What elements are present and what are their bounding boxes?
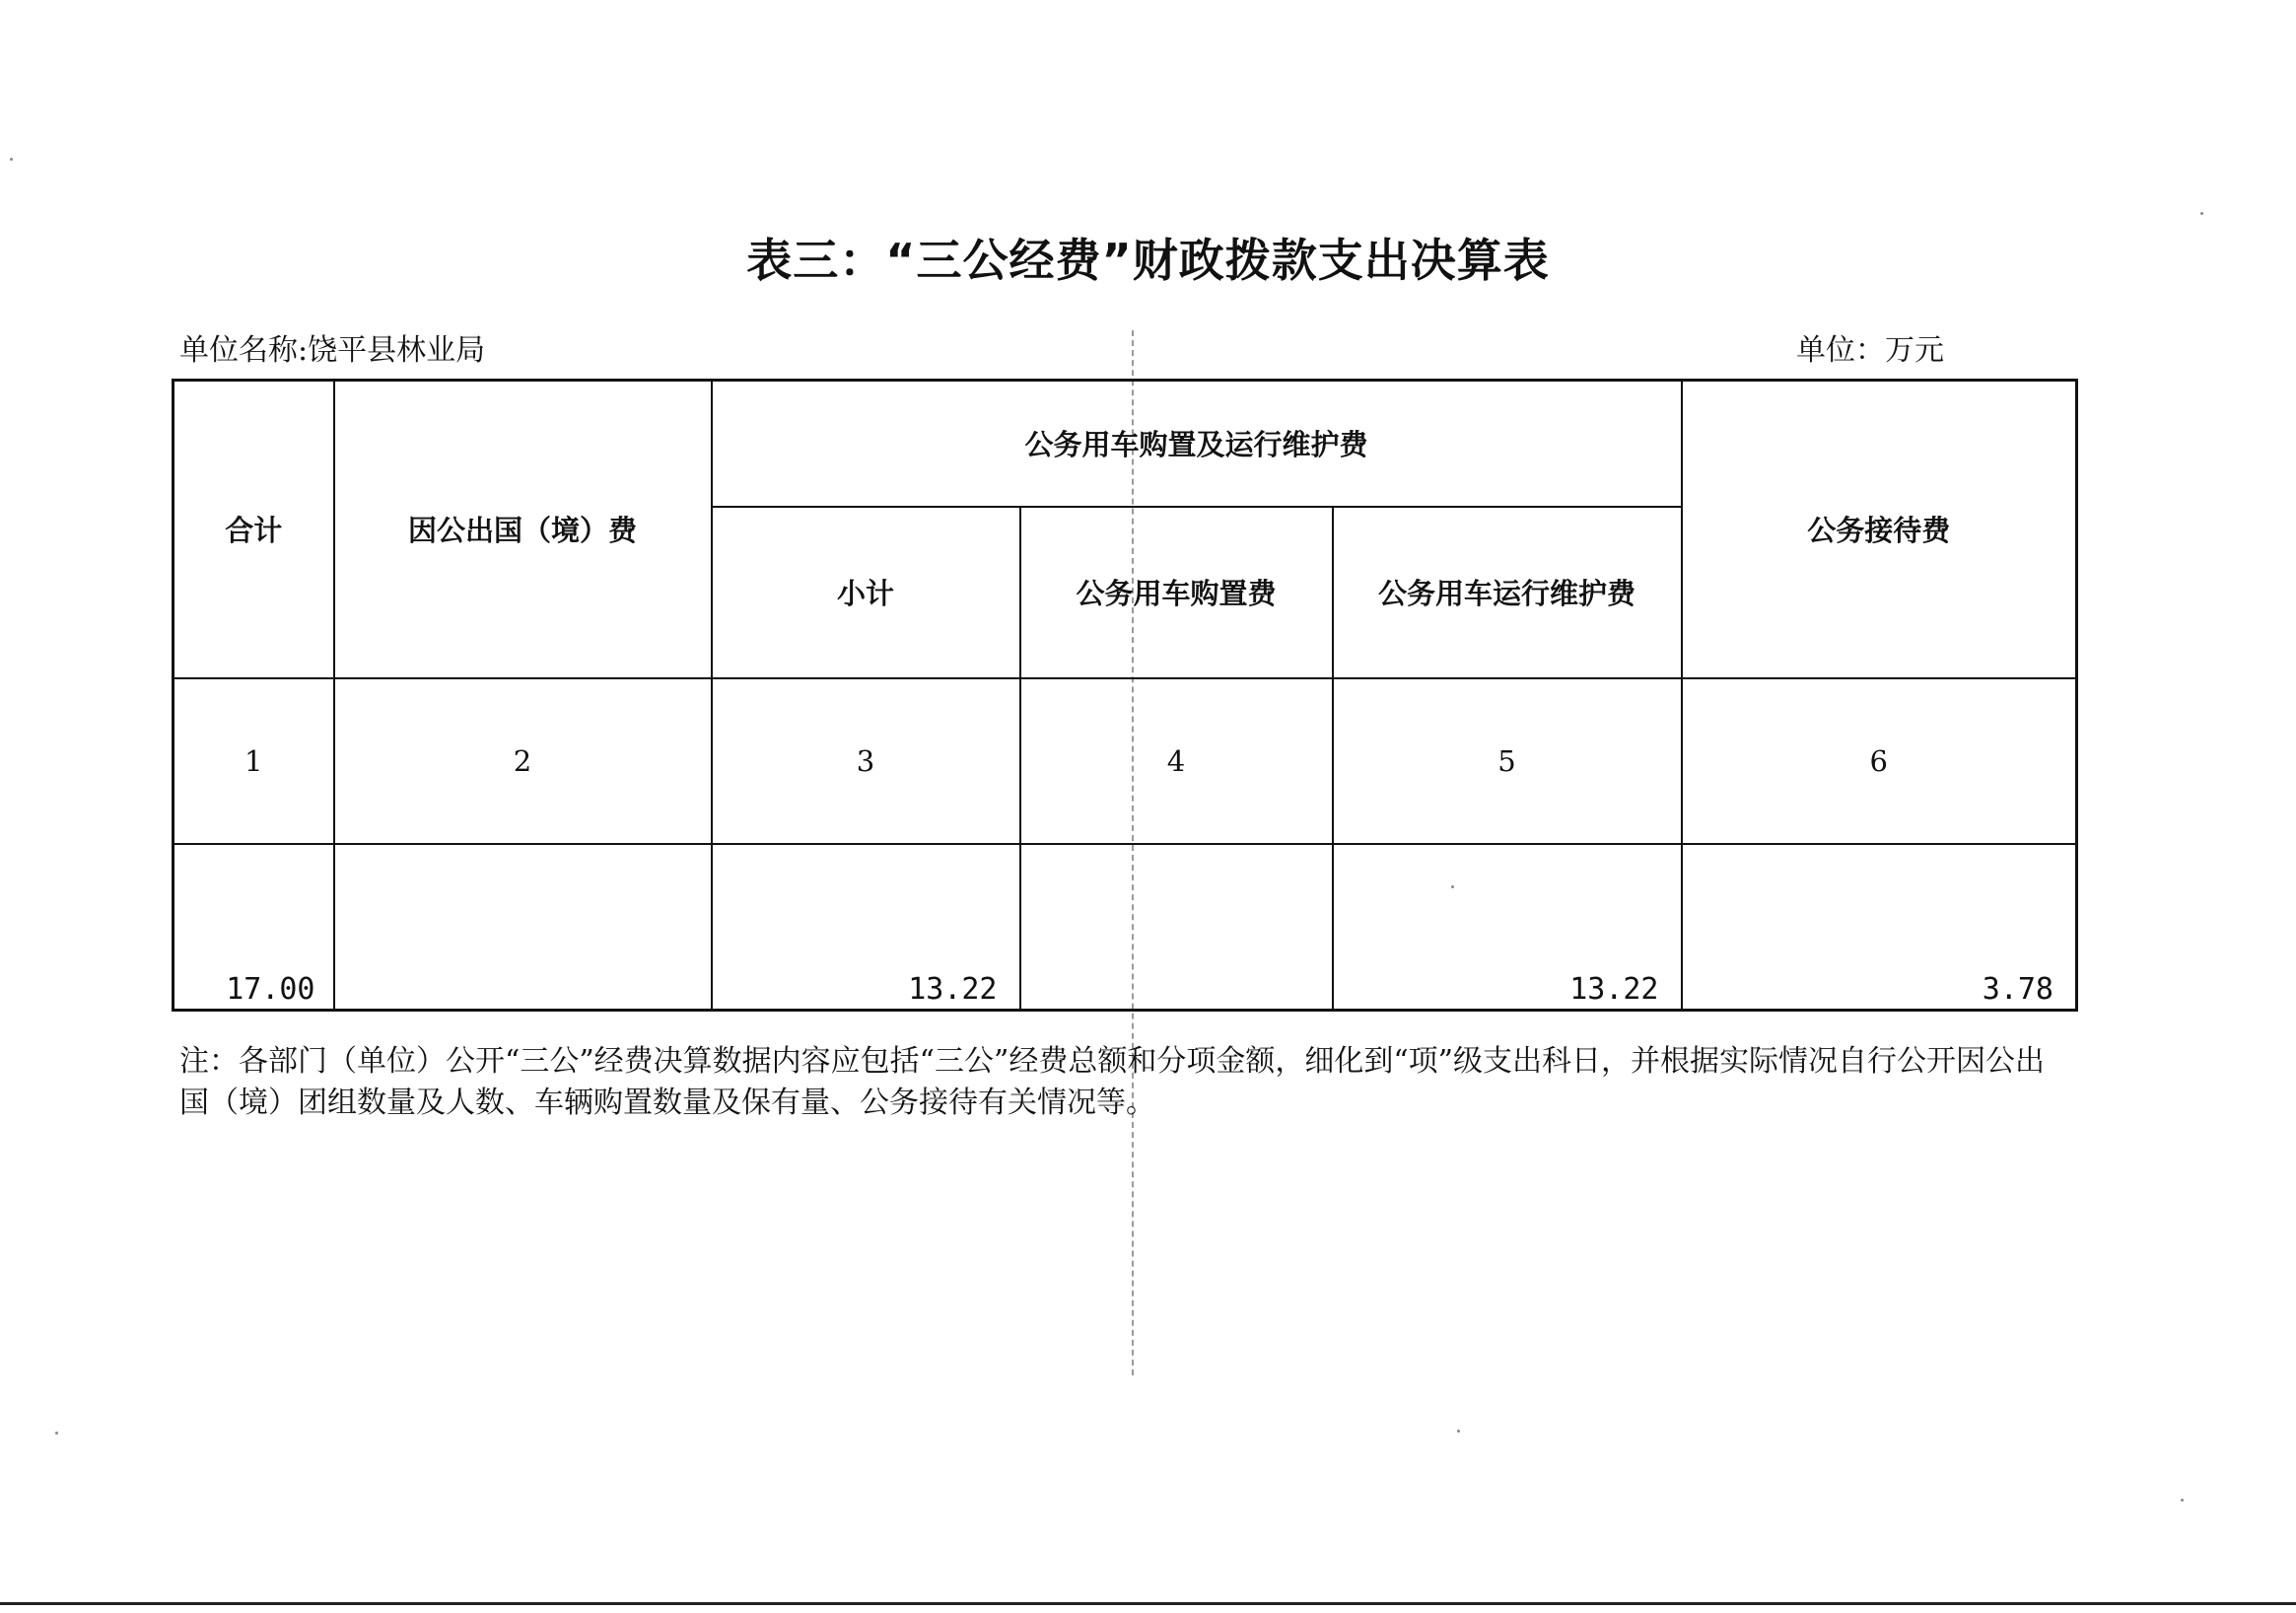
header-vehicle-purchase: 公务用车购置费 — [1020, 507, 1333, 678]
column-number: 4 — [1020, 678, 1333, 844]
header-total: 合计 — [174, 381, 334, 678]
scan-speck — [2200, 212, 2203, 215]
column-number: 3 — [712, 678, 1020, 844]
column-number: 1 — [174, 678, 334, 844]
header-vehicle-operation: 公务用车运行维护费 — [1333, 507, 1682, 678]
page-title: 表三：“三公经费”财政拨款支出决算表 — [746, 234, 1550, 287]
header-row-1 — [174, 381, 2077, 507]
value-overseas — [334, 844, 712, 1010]
scan-speck — [1457, 1430, 1460, 1433]
value-vehicle-purchase — [1020, 844, 1333, 1010]
scan-speck — [55, 1432, 58, 1435]
value-row — [174, 844, 2077, 1010]
header-overseas: 因公出国（境）费 — [334, 381, 712, 678]
header-vehicle-group: 公务用车购置及运行维护费 — [712, 381, 1682, 507]
footnote: 注：各部门（单位）公开“三公”经费决算数据内容应包括“三公”经费总额和分项金额，细化到“项”级支出科日，并根据实际情况自行公开因公出国（境）团组数量及人数、车辆购置数量及保有量、公务接待有关情况等。 — [179, 1044, 2046, 1120]
column-number: 5 — [1333, 678, 1682, 844]
scan-speck — [10, 158, 13, 161]
scan-bottom-edge — [0, 1602, 2296, 1605]
header-subtotal: 小计 — [712, 507, 1020, 678]
value-total: 17.00 — [174, 844, 334, 1010]
currency-unit: 单位：万元 — [1796, 333, 1944, 368]
header-reception: 公务接待费 — [1682, 381, 2077, 678]
expenditure-table — [172, 379, 2078, 1012]
column-number-row — [174, 678, 2077, 844]
value-vehicle-operation: 13.22 — [1333, 844, 1682, 1010]
value-subtotal: 13.22 — [712, 844, 1020, 1010]
value-reception: 3.78 — [1682, 844, 2077, 1010]
scan-speck — [2181, 1499, 2184, 1502]
column-number: 6 — [1682, 678, 2077, 844]
column-number: 2 — [334, 678, 712, 844]
unit-name: 单位名称:饶平县林业局 — [179, 333, 486, 368]
